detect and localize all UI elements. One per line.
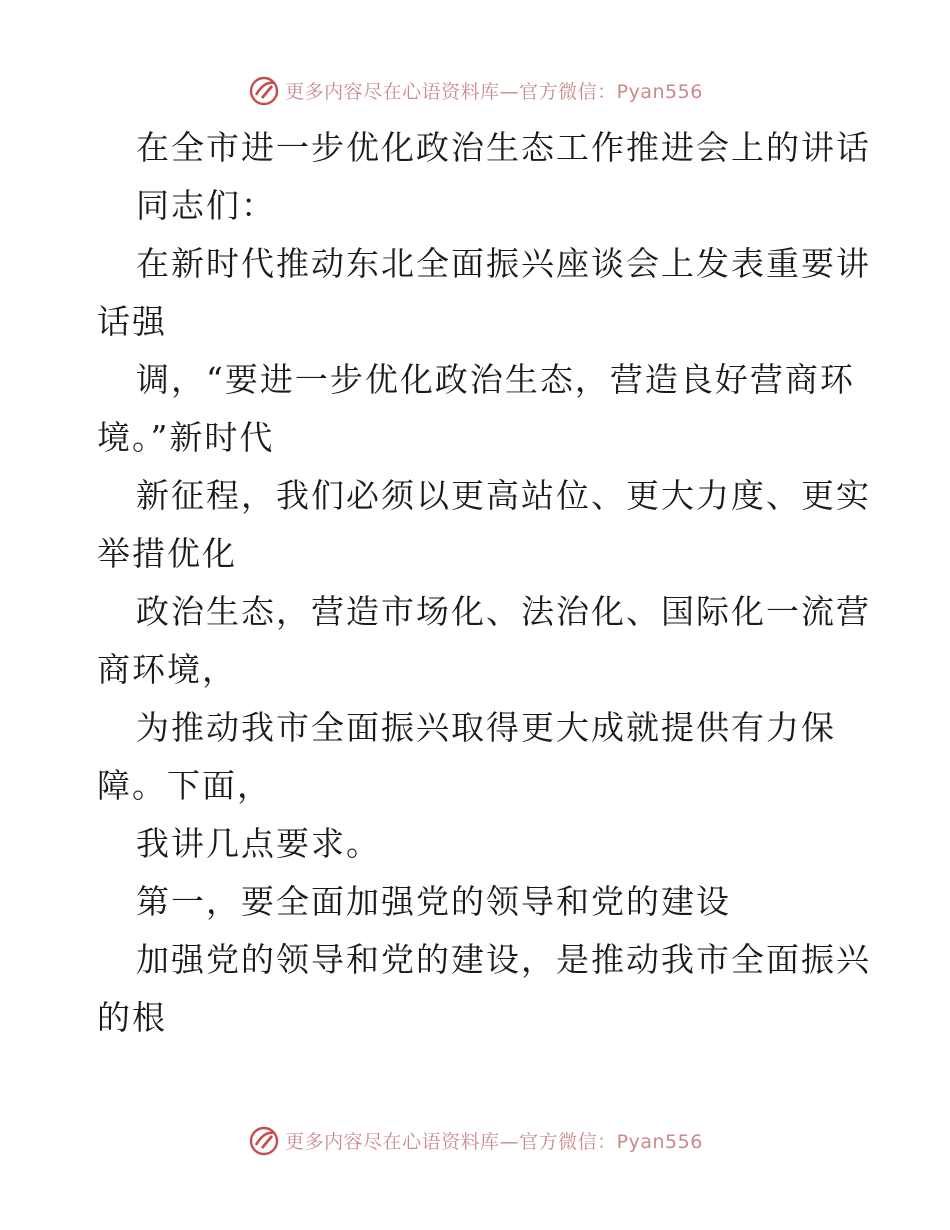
watermark-suffix: —官方微信：Pyan556	[499, 1130, 703, 1153]
watermark-header	[0, 70, 950, 110]
doc-line: 话强	[97, 302, 167, 341]
doc-title: 在全市进一步优化政治生态工作推进会上的讲话	[136, 128, 871, 167]
doc-line: 为推动我市全面振兴取得更大成就提供有力保	[136, 708, 836, 747]
doc-line: 商环境，	[97, 650, 237, 689]
doc-line: 调，“要进一步优化政治生态，营造良好营商环	[136, 360, 855, 399]
doc-line: 我讲几点要求。	[136, 824, 381, 863]
doc-line: 障。下面，	[97, 766, 272, 805]
watermark-main: 更多内容尽在心语资料库	[285, 1130, 500, 1153]
watermark-text	[285, 77, 703, 104]
doc-greeting: 同志们：	[136, 186, 276, 225]
doc-line: 加强党的领导和党的建设，是推动我市全面振兴	[136, 940, 871, 979]
doc-line: 举措优化	[97, 534, 237, 573]
doc-line: 新征程，我们必须以更高站位、更大力度、更实	[136, 476, 871, 515]
doc-line: 政治生态，营造市场化、法治化、国际化一流营	[136, 592, 871, 631]
watermark-footer	[0, 1120, 950, 1160]
doc-line: 的根	[97, 998, 167, 1037]
pen-swirl-logo-icon	[247, 73, 281, 107]
doc-line: 境。”新时代	[97, 418, 275, 457]
pen-swirl-logo-icon	[247, 1123, 281, 1157]
watermark-main: 更多内容尽在心语资料库	[285, 80, 500, 103]
doc-line: 在新时代推动东北全面振兴座谈会上发表重要讲	[136, 244, 871, 283]
watermark-suffix: —官方微信：Pyan556	[499, 80, 703, 103]
doc-section-heading: 第一，要全面加强党的领导和党的建设	[136, 882, 731, 921]
watermark-text	[285, 1127, 703, 1154]
